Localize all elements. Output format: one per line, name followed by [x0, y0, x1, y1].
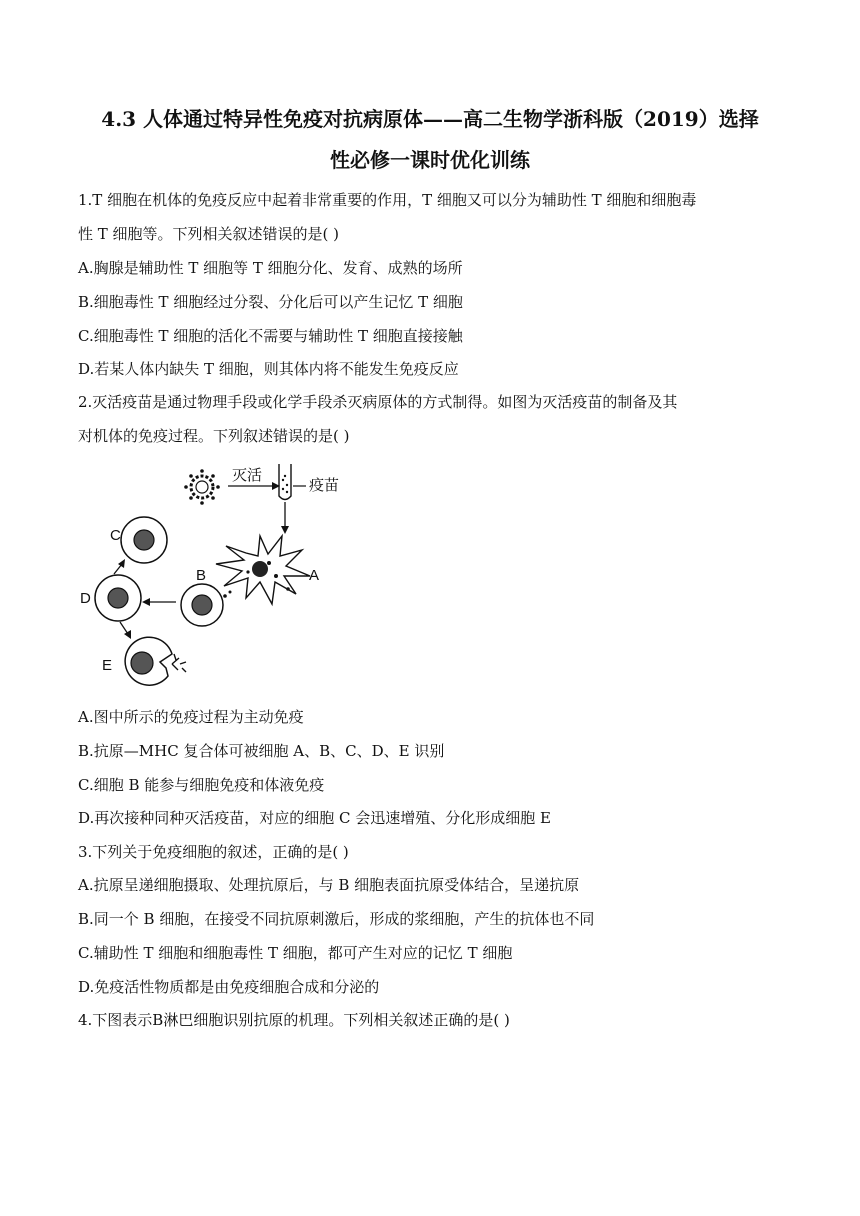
antigen-fragment-icon	[172, 654, 186, 672]
q1-option-c: C.细胞毒性 T 细胞的活化不需要与辅助性 T 细胞直接接触	[78, 327, 463, 345]
cell-a-label: A	[309, 567, 320, 584]
q1-stem-line-2: 性 T 细胞等。下列相关叙述错误的是( )	[78, 225, 340, 243]
cell-a-nucleus	[252, 561, 268, 577]
q3-option-a: A.抗原呈递细胞摄取、处理抗原后，与 B 细胞表面抗原受体结合，呈递抗原	[78, 876, 580, 894]
q1-option-a: A.胸腺是辅助性 T 细胞等 T 细胞分化、发育、成熟的场所	[78, 259, 463, 277]
arrowhead-icon	[281, 526, 289, 534]
pathogen-icon	[184, 469, 220, 505]
q2-option-b: B.抗原—MHC 复合体可被细胞 A、B、C、D、E 识别	[78, 742, 445, 760]
arrowhead-icon	[124, 630, 131, 639]
q4-stem: 4.下图表示B淋巴细胞识别抗原的机理。下列相关叙述正确的是( )	[78, 1011, 510, 1029]
q2-stem-line-1: 2.灭活疫苗是通过物理手段或化学手段杀灭病原体的方式制得。如图为灭活疫苗的制备及其	[78, 393, 678, 411]
q3-option-d: D.免疫活性物质都是由免疫细胞合成和分泌的	[78, 978, 380, 996]
q2-option-d: D.再次接种同种灭活疫苗，对应的细胞 C 会迅速增殖、分化形成细胞 E	[78, 809, 551, 827]
immune-process-figure	[76, 458, 366, 698]
q2-option-a: A.图中所示的免疫过程为主动免疫	[78, 708, 304, 726]
cell-b-label: B	[196, 567, 207, 584]
cell-e-label: E	[102, 657, 113, 674]
cell-d-nucleus	[108, 588, 128, 608]
cell-b-nucleus	[192, 595, 212, 615]
test-tube-icon	[279, 464, 291, 500]
d-to-e-arrow	[120, 622, 128, 634]
cell-c-nucleus	[134, 530, 154, 550]
q2-stem-line-2: 对机体的免疫过程。下列叙述错误的是( )	[78, 427, 350, 445]
q3-stem: 3.下列关于免疫细胞的叙述，正确的是( )	[78, 843, 349, 861]
q1-option-d: D.若某人体内缺失 T 细胞，则其体内将不能发生免疫反应	[78, 360, 459, 378]
inactivate-label: 灭活	[232, 467, 263, 484]
q3-option-b: B.同一个 B 细胞，在接受不同抗原刺激后，形成的浆细胞，产生的抗体也不同	[78, 910, 595, 928]
arrowhead-icon	[142, 598, 150, 606]
cell-c-label: C	[110, 527, 121, 544]
q3-option-c: C.辅助性 T 细胞和细胞毒性 T 细胞，都可产生对应的记忆 T 细胞	[78, 944, 513, 962]
cell-d-label: D	[80, 590, 91, 607]
cell-e-nucleus	[131, 652, 153, 674]
vaccine-label: 疫苗	[309, 477, 340, 494]
document-title-line-2: 性必修一课时优化训练	[330, 148, 530, 172]
q2-option-c: C.细胞 B 能参与细胞免疫和体液免疫	[78, 776, 325, 794]
q1-option-b: B.细胞毒性 T 细胞经过分裂、分化后可以产生记忆 T 细胞	[78, 293, 463, 311]
document-title-line-1: 4.3 人体通过特异性免疫对抗病原体——高二生物学浙科版（2019）选择	[101, 107, 759, 131]
q1-stem-line-1: 1.T 细胞在机体的免疫反应中起着非常重要的作用，T 细胞又可以分为辅助性 T 细胞和细胞毒	[78, 191, 697, 209]
